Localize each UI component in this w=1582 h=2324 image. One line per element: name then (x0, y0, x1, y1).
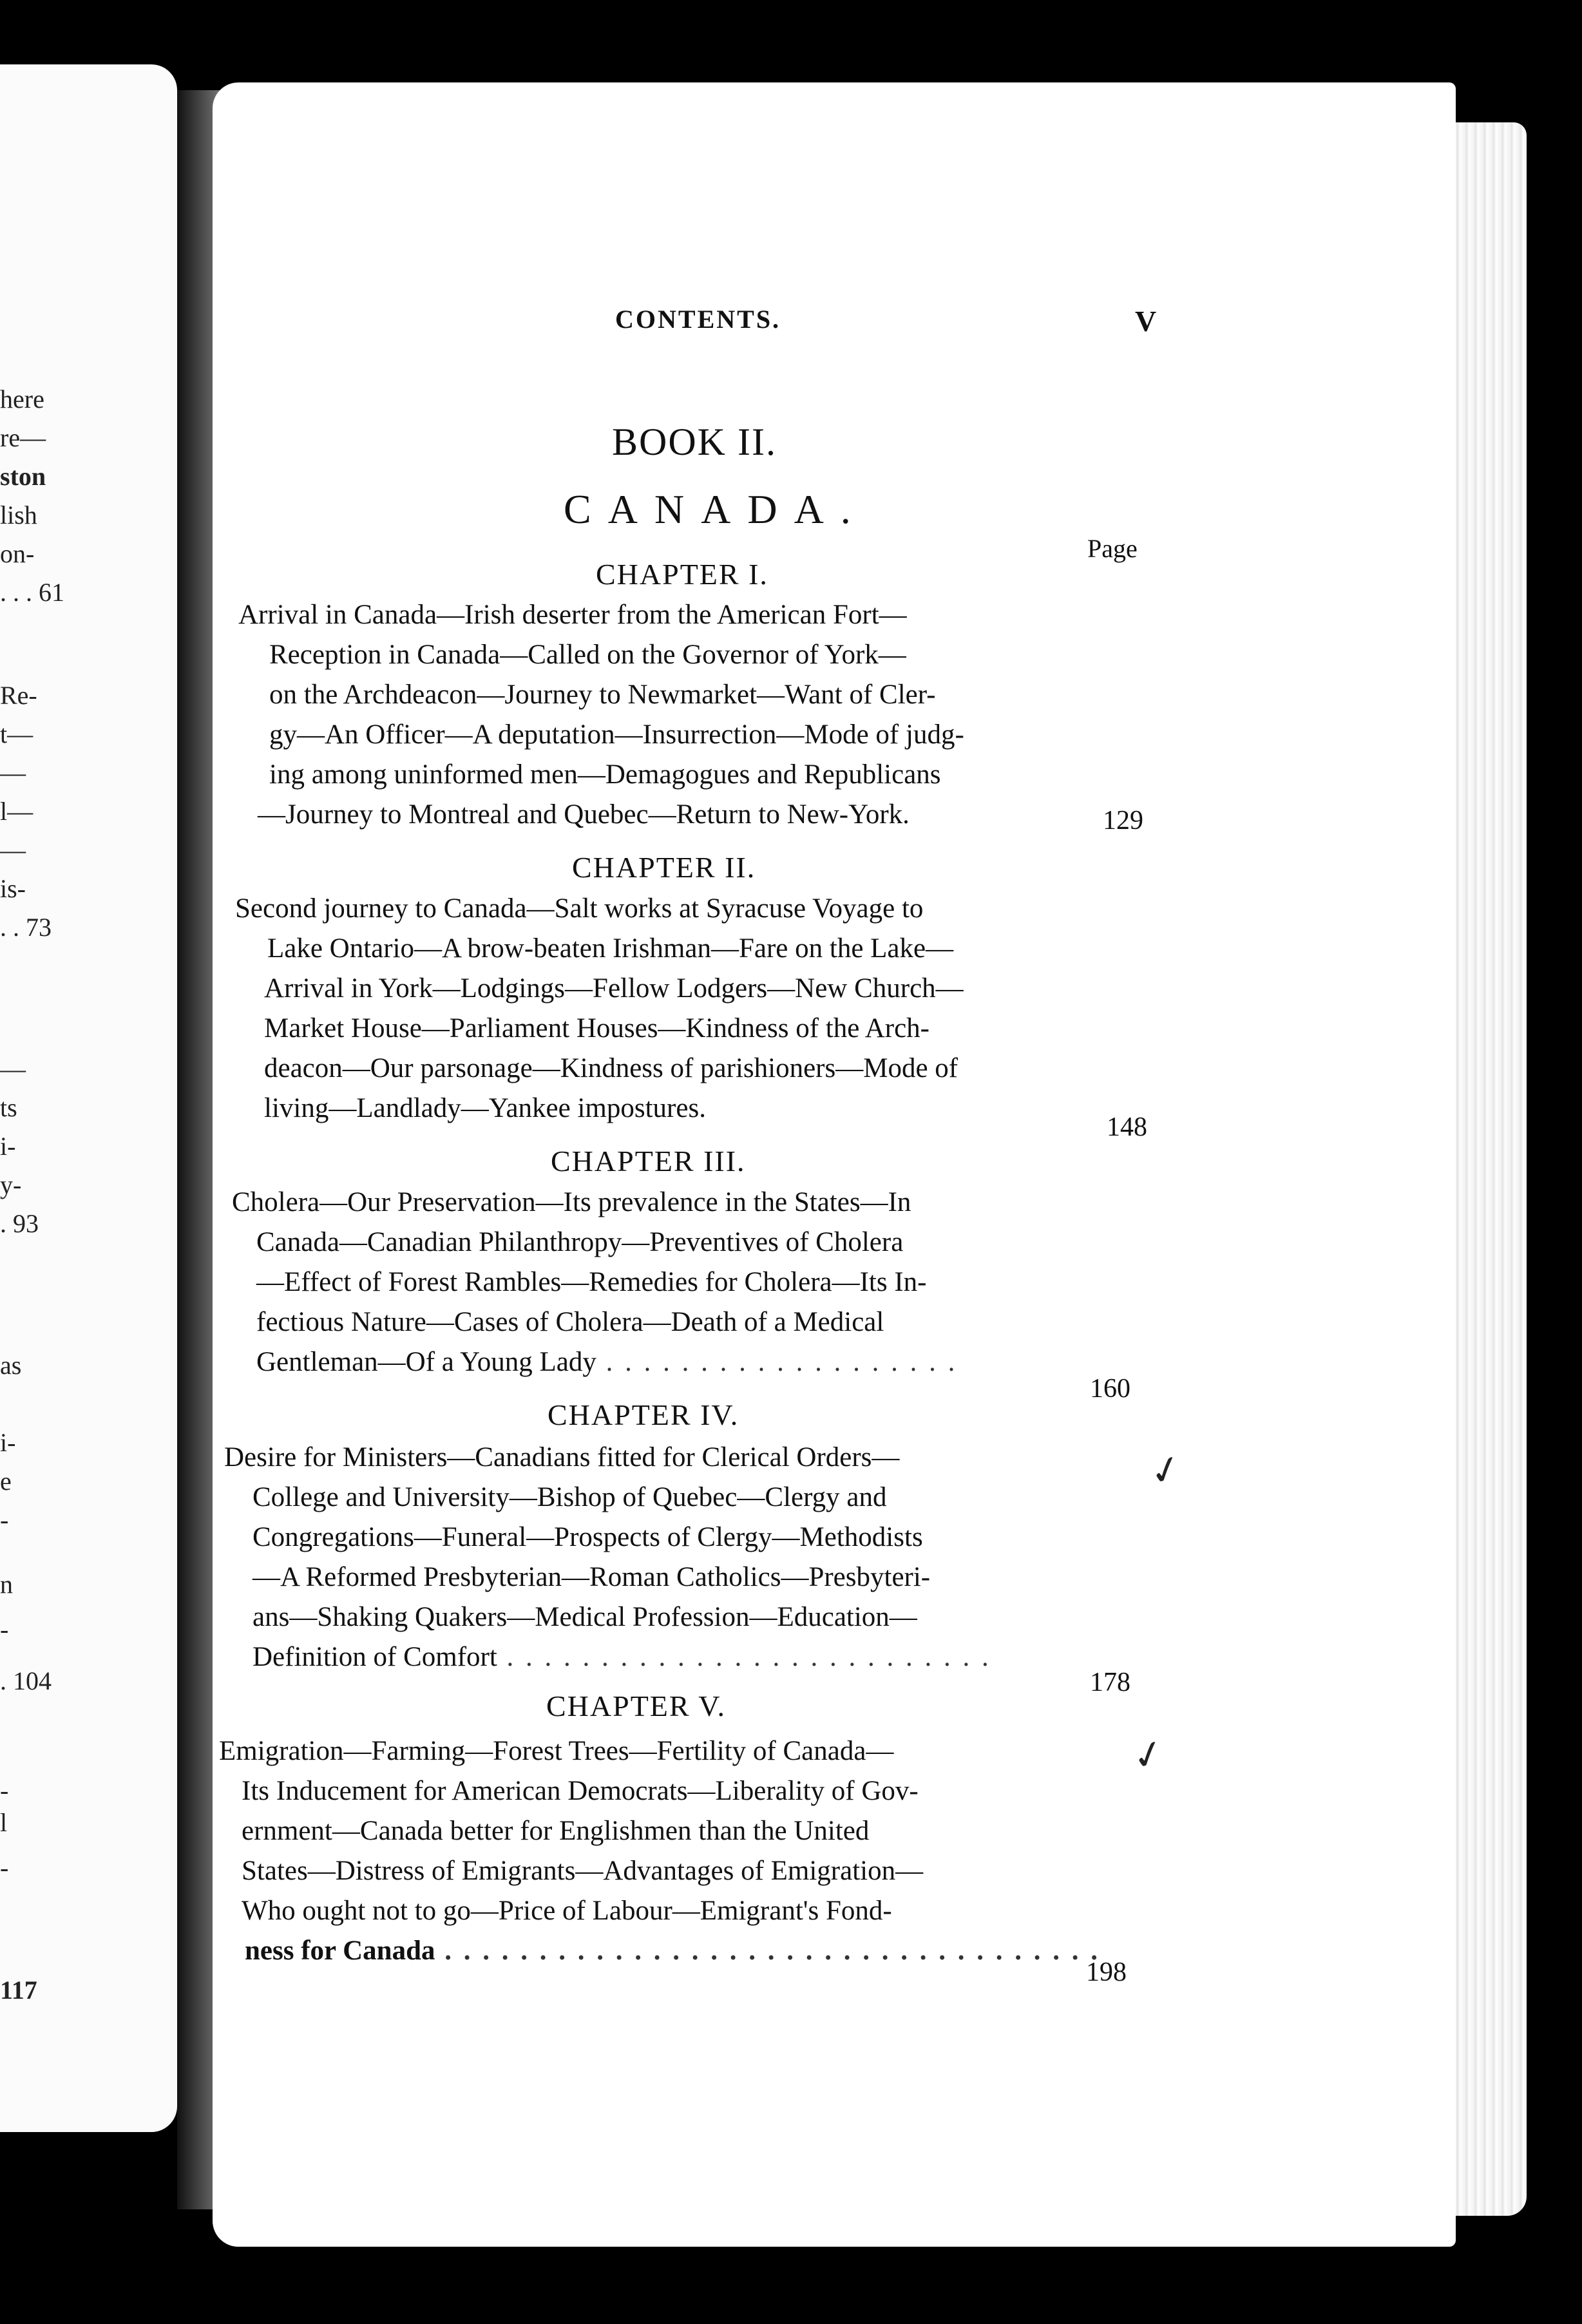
chapter-page-number: 129 (1103, 806, 1143, 835)
left-fragment: . . . 61 (0, 578, 64, 607)
chapter-line: deacon—Our parsonage—Kindness of parishioners—Mode of (264, 1053, 958, 1083)
chapter-line: Cholera—Our Preservation—Its prevalence in the States—In (232, 1187, 911, 1217)
running-head: CONTENTS. (615, 305, 781, 334)
chapter-line: Market House—Parliament Houses—Kindness of the Arch- (264, 1013, 929, 1043)
chapter-heading: CHAPTER III. (551, 1145, 746, 1177)
left-facing-page (0, 64, 177, 2132)
left-fragment: — (0, 1054, 26, 1083)
left-fragment: - (0, 1615, 9, 1644)
left-fragment: l (0, 1808, 8, 1837)
chapter-line (245, 1932, 1100, 1970)
chapter-line: gy—An Officer—A deputation—Insurrection—Mode of judg- (269, 719, 964, 750)
left-fragment: ston (0, 462, 46, 491)
left-fragment: l— (0, 797, 33, 826)
left-fragment: - (0, 1505, 9, 1534)
chapter-line-text: Definition of Comfort (253, 1642, 497, 1672)
chapter-line: States—Distress of Emigrants—Advantages of Emigration— (242, 1856, 924, 1886)
page-numeral: V (1135, 305, 1157, 338)
left-fragment: . 93 (0, 1209, 39, 1238)
chapter-line: —Effect of Forest Rambles—Remedies for Cholera—Its In- (256, 1267, 927, 1297)
left-fragment: . 104 (0, 1666, 52, 1695)
left-fragment: on- (0, 539, 35, 568)
chapter-line: Reception in Canada—Called on the Governor of York— (269, 640, 906, 670)
leader-dots: . . . . . . . . . . . . . . . . . . . . . . . . . . (497, 1642, 991, 1672)
chapter-line: Its Inducement for American Democrats—Liberality of Gov- (242, 1776, 919, 1806)
chapter-line (256, 1344, 957, 1381)
chapter-heading: CHAPTER I. (596, 558, 768, 591)
left-fragment: — (0, 758, 26, 787)
left-fragment: 117 (0, 1976, 37, 2005)
chapter-page-number: 160 (1090, 1374, 1130, 1404)
left-fragment: . . 73 (0, 913, 52, 942)
check-mark-icon: ✓ (1145, 1445, 1187, 1496)
chapter-line: Arrival in Canada—Irish deserter from the American Fort— (238, 600, 907, 630)
left-fragment: — (0, 835, 26, 864)
left-fragment: - (0, 1853, 9, 1882)
left-fragment: y- (0, 1170, 22, 1199)
chapter-line: ans—Shaking Quakers—Medical Profession—Education— (253, 1602, 917, 1632)
check-mark-icon: ✓ (1127, 1730, 1170, 1780)
left-fragment: is- (0, 874, 26, 903)
chapter-line: fectious Nature—Cases of Cholera—Death of a Medical (256, 1307, 884, 1337)
book-title: BOOK II. (612, 421, 777, 463)
chapter-line: Congregations—Funeral—Prospects of Clergy—Methodists (253, 1522, 923, 1552)
chapter-heading: CHAPTER V. (546, 1690, 727, 1722)
left-fragment: i- (0, 1132, 16, 1161)
chapter-line-text: ness for Canada (245, 1936, 435, 1966)
chapter-page-number: 148 (1107, 1112, 1147, 1142)
section-title: CANADA. (564, 486, 868, 532)
chapter-page-number: 178 (1090, 1668, 1130, 1697)
chapter-line-text: Gentleman—Of a Young Lady (256, 1347, 596, 1377)
chapter-line: Who ought not to go—Price of Labour—Emigrant's Fond- (242, 1896, 892, 1926)
chapter-line: —Journey to Montreal and Quebec—Return to New-York. (258, 799, 910, 830)
chapter-line: Arrival in York—Lodgings—Fellow Lodgers—New Church— (264, 973, 964, 1004)
chapter-line: ing among uninformed men—Demagogues and Republicans (269, 759, 941, 790)
chapter-line: on the Archdeacon—Journey to Newmarket—Want of Cler- (269, 680, 936, 710)
chapter-line: Lake Ontario—A brow-beaten Irishman—Fare on the Lake— (267, 933, 954, 964)
left-fragment: ts (0, 1093, 17, 1122)
chapter-heading: CHAPTER II. (572, 851, 756, 884)
left-fragment: i- (0, 1428, 16, 1457)
chapter-line: living—Landlady—Yankee impostures. (264, 1093, 706, 1123)
chapter-line: ernment—Canada better for Englishmen than the United (242, 1816, 870, 1846)
left-fragment: re— (0, 423, 46, 452)
chapter-line: Desire for Ministers—Canadians fitted for Clerical Orders— (224, 1442, 900, 1472)
chapter-line: Canada—Canadian Philanthropy—Preventives of Cholera (256, 1227, 904, 1257)
left-fragment: n (0, 1570, 13, 1599)
page-column-label: Page (1087, 534, 1138, 563)
leader-dots: . . . . . . . . . . . . . . . . . . . . . . . . . . . . . . . . . . . (435, 1936, 1100, 1966)
chapter-line: Second journey to Canada—Salt works at Syracuse Voyage to (235, 893, 924, 924)
left-fragment: e (0, 1467, 12, 1496)
left-fragment: here (0, 385, 44, 414)
left-fragment: Re- (0, 681, 37, 710)
left-fragment: as (0, 1351, 22, 1380)
leader-dots: . . . . . . . . . . . . . . . . . . . (596, 1347, 958, 1377)
chapter-page-number: 198 (1086, 1957, 1127, 1987)
chapter-line: —A Reformed Presbyterian—Roman Catholics—Presbyteri- (253, 1562, 931, 1592)
chapter-line: College and University—Bishop of Quebec—Clergy and (253, 1482, 887, 1512)
chapter-heading: CHAPTER IV. (548, 1398, 739, 1431)
chapter-line: Emigration—Farming—Forest Trees—Fertility of Canada— (219, 1736, 894, 1766)
left-fragment: lish (0, 500, 37, 529)
left-fragment: - (0, 1776, 9, 1805)
left-fragment: t— (0, 719, 33, 748)
chapter-line (253, 1639, 991, 1676)
